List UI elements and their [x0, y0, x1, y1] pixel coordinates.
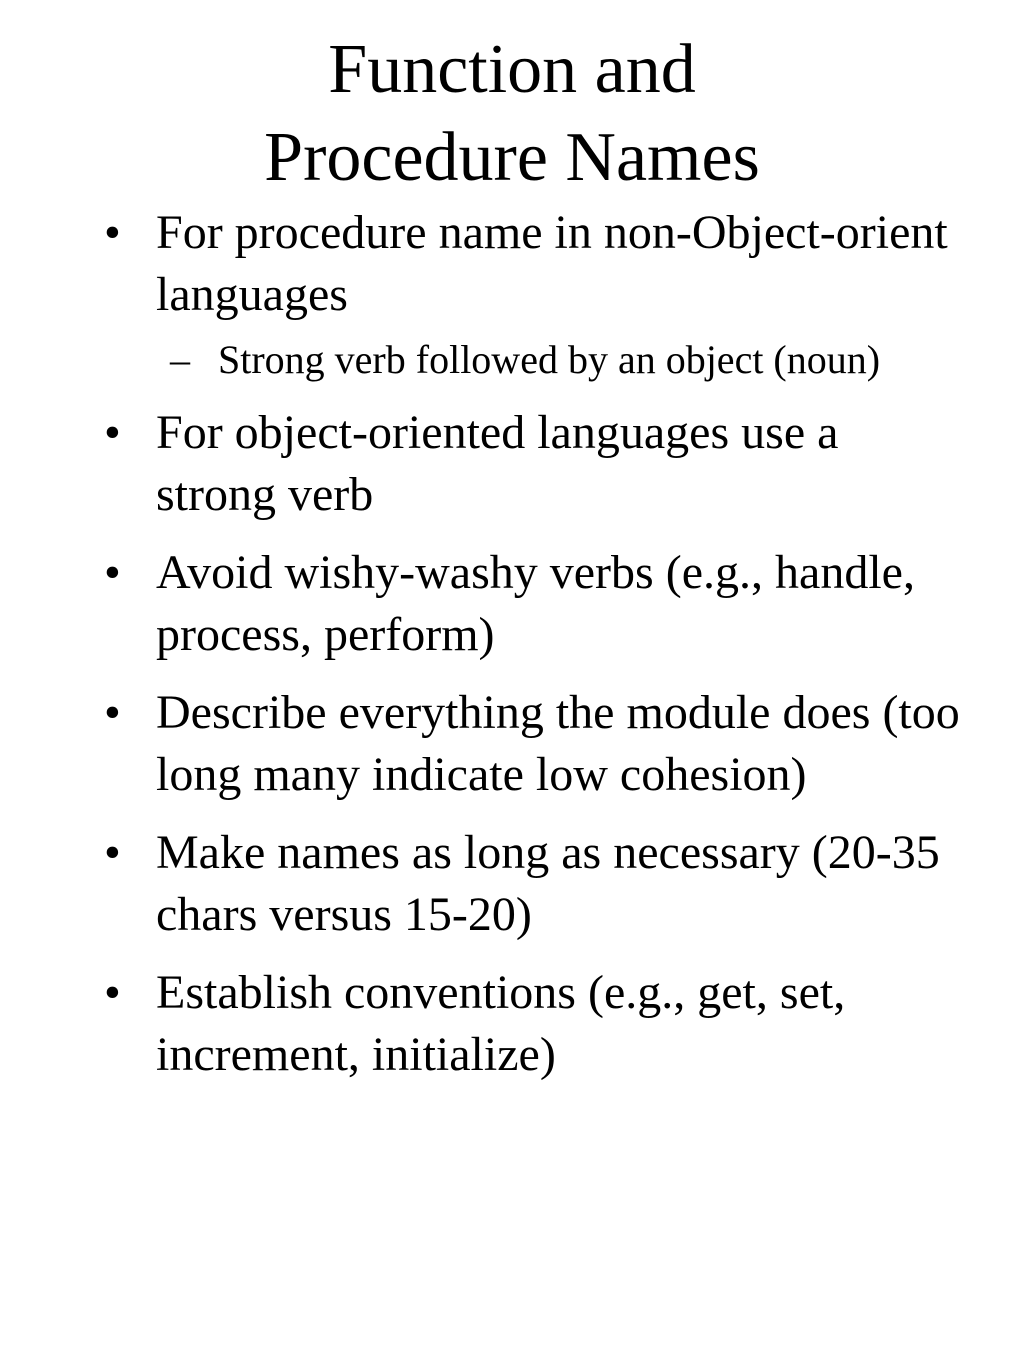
bullet-item — [104, 202, 964, 386]
sub-bullet-text: Strong verb followed by an object (noun) — [218, 337, 881, 382]
bullet-text: For object-oriented languages use a strong verb — [156, 406, 839, 521]
bullet-icon: • — [104, 406, 121, 459]
bullet-text: Establish conventions (e.g., get, set, increment, initialize) — [156, 966, 846, 1081]
bullet-item — [104, 682, 964, 806]
bullet-item — [104, 822, 964, 946]
bullet-icon: • — [104, 686, 121, 739]
sub-bullet-list — [156, 334, 964, 386]
dash-icon: – — [170, 337, 190, 382]
bullet-icon: • — [104, 826, 121, 879]
bullet-icon: • — [104, 206, 121, 259]
bullet-text: Make names as long as necessary (20-35 chars versus 15-20) — [156, 826, 940, 941]
slide-title-line-1: Function and — [328, 31, 696, 108]
bullet-text: Avoid wishy-washy verbs (e.g., handle, process, perform) — [156, 546, 915, 661]
bullet-list — [104, 202, 964, 1102]
slide-title — [0, 26, 1024, 202]
bullet-item — [104, 402, 964, 526]
sub-bullet-item — [156, 334, 964, 386]
bullet-item — [104, 962, 964, 1086]
slide-title-line-2: Procedure Names — [264, 119, 760, 196]
bullet-icon: • — [104, 546, 121, 599]
bullet-text: Describe everything the module does (too long many indicate low cohesion) — [156, 686, 960, 801]
bullet-item — [104, 542, 964, 666]
bullet-text: For procedure name in non-Object-orient languages — [156, 206, 948, 321]
bullet-icon: • — [104, 966, 121, 1019]
